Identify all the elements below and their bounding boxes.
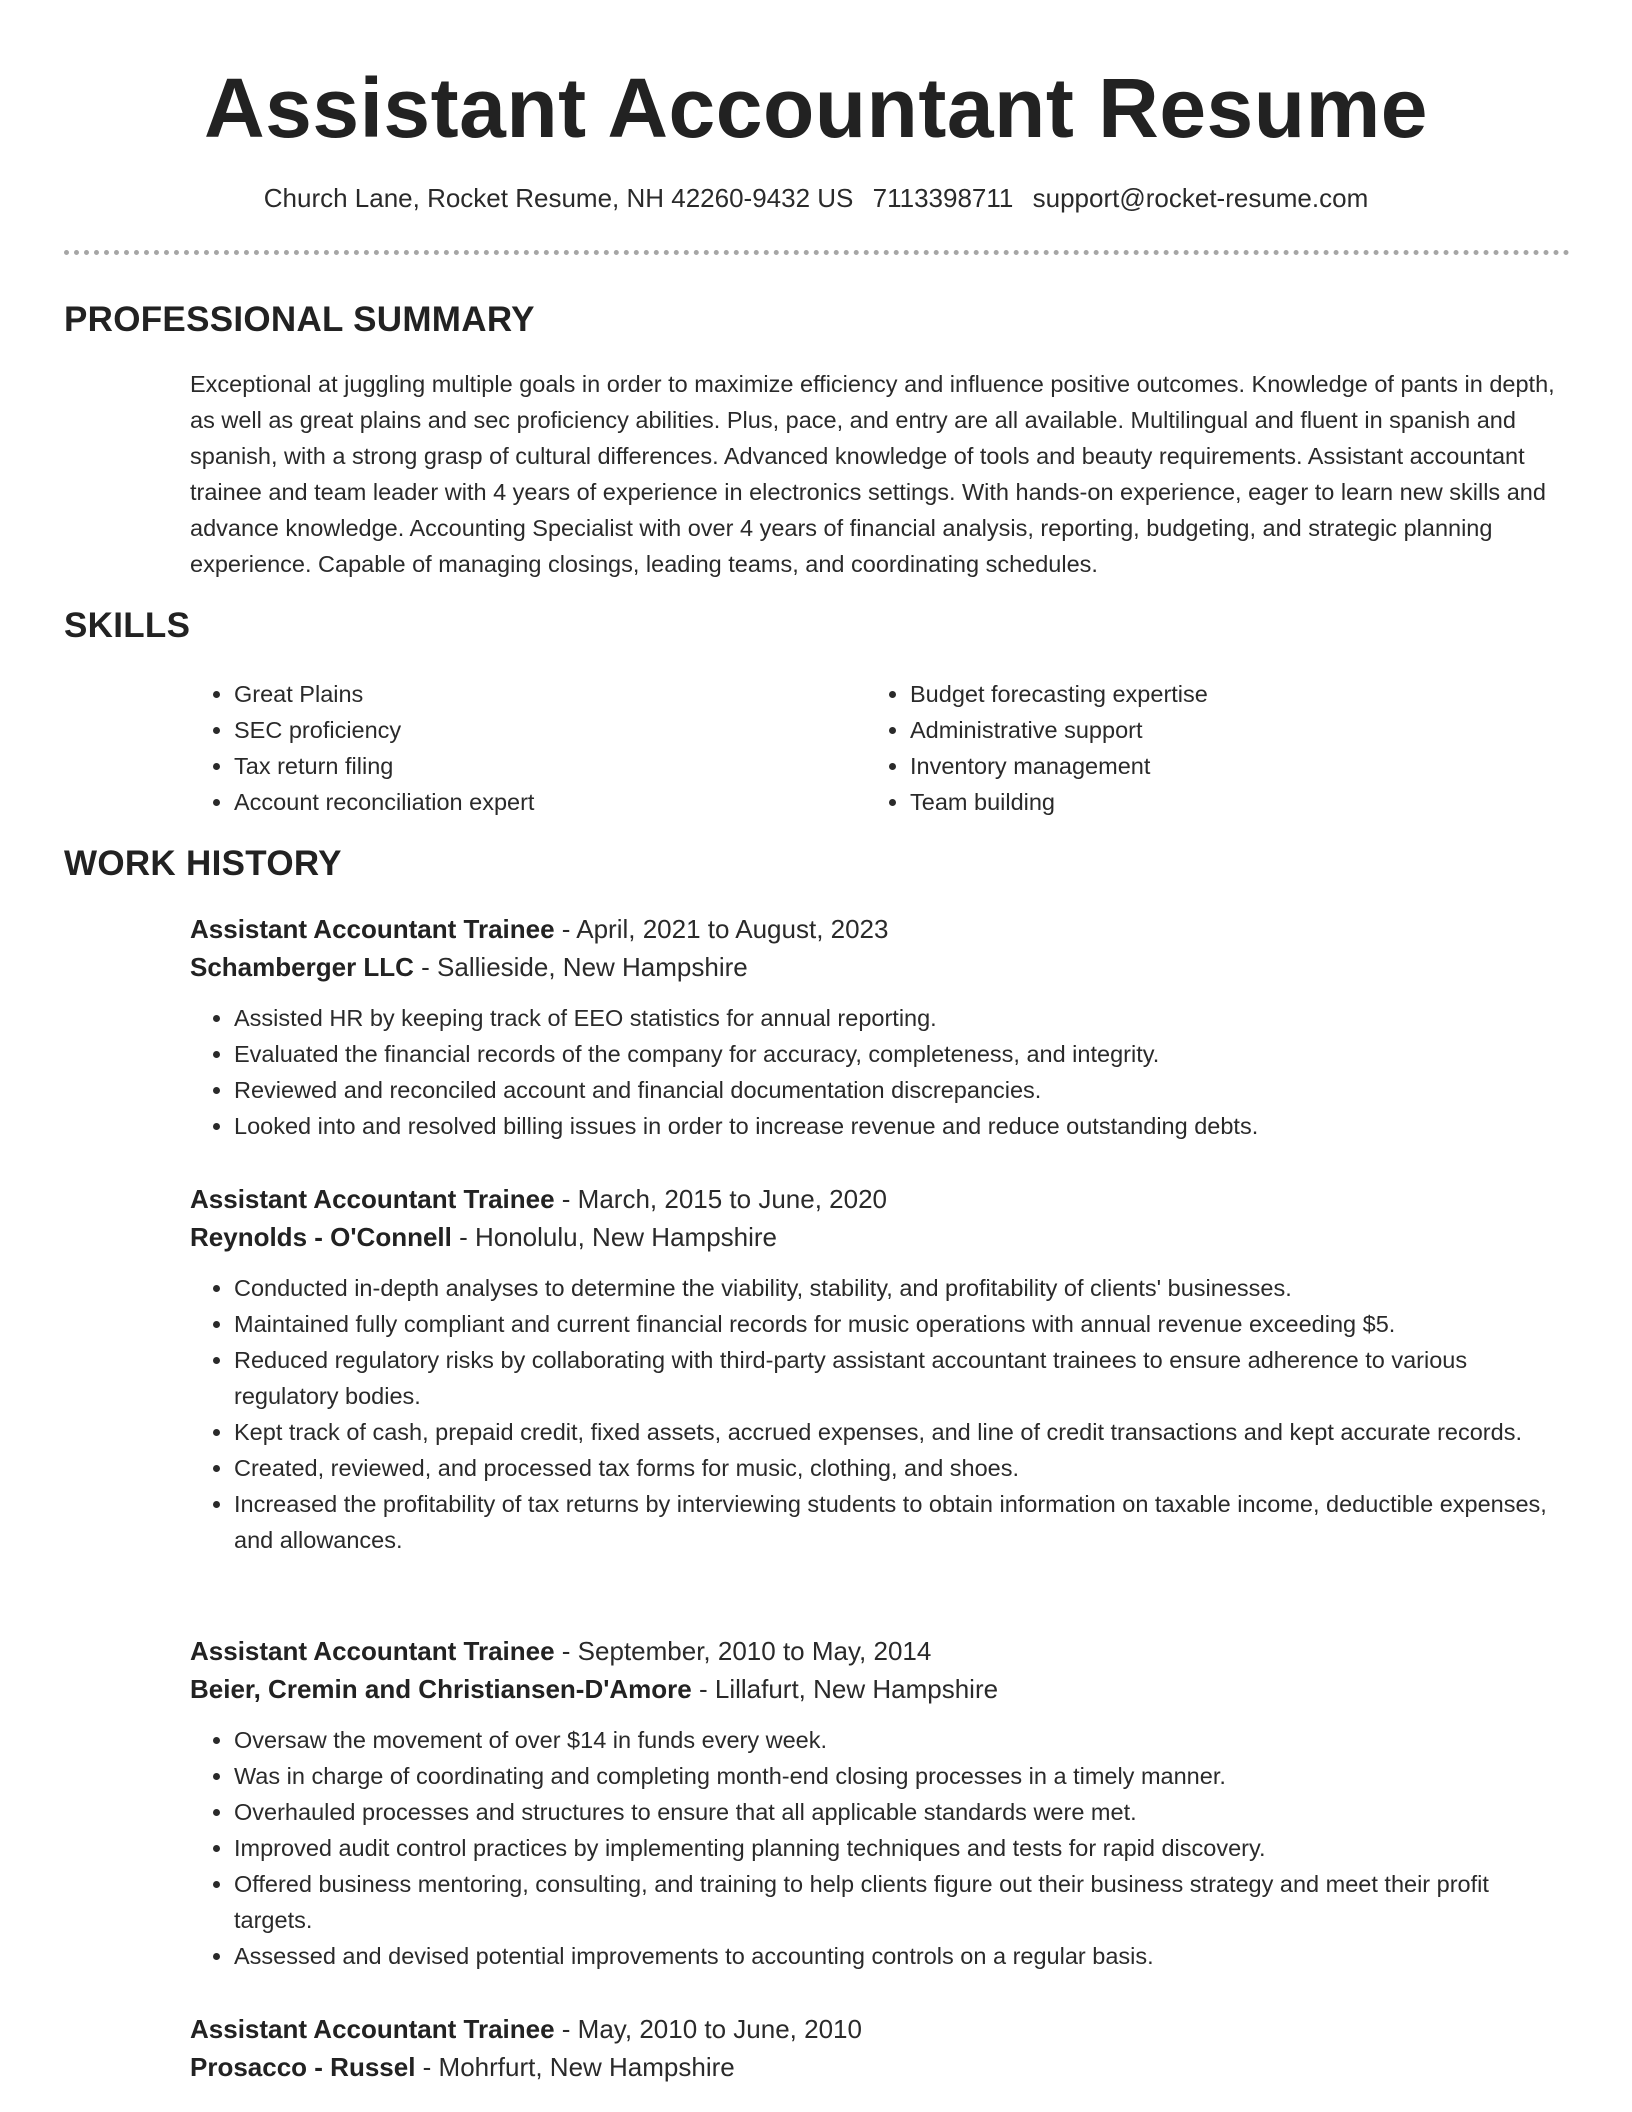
job-company: Prosacco - Russel — [190, 2052, 416, 2082]
job-bullet: • Oversaw the movement of over $14 in funds every week. — [234, 1722, 1570, 1758]
job-title: Assistant Accountant Trainee — [190, 1184, 555, 1214]
job-bullets — [190, 1270, 1570, 1558]
job-company-line — [190, 948, 1570, 986]
job-bullet: • Looked into and resolved billing issues in order to increase revenue and reduce outstanding debts. — [234, 1108, 1570, 1144]
job-bullet: • Overhauled processes and structures to ensure that all applicable standards were met. — [234, 1794, 1570, 1830]
job-bullets — [190, 1722, 1570, 1974]
job-bullet: • Evaluated the financial records of the company for accuracy, completeness, and integrity. — [234, 1036, 1570, 1072]
job-entry — [190, 910, 1570, 1144]
job-location: - Lillafurt, New Hampshire — [691, 1674, 999, 1704]
job-title: Assistant Accountant Trainee — [190, 914, 555, 944]
contact-line — [0, 180, 1632, 216]
job-company-line — [190, 1218, 1570, 1256]
job-bullet: • Assessed and devised potential improvements to accounting controls on a regular basis. — [234, 1938, 1570, 1974]
job-dates: - April, 2021 to August, 2023 — [554, 914, 889, 944]
skills-column-left — [190, 676, 790, 820]
job-bullet: • Reviewed and reconciled account and financial documentation discrepancies. — [234, 1072, 1570, 1108]
job-location: - Mohrfurt, New Hampshire — [415, 2052, 735, 2082]
skill-item: • Team building — [910, 784, 1466, 820]
job-title-line — [190, 910, 1570, 948]
job-title: Assistant Accountant Trainee — [190, 2014, 555, 2044]
job-company-line — [190, 1670, 1570, 1708]
job-bullet: • Improved audit control practices by implementing planning techniques and tests for rapid discovery. — [234, 1830, 1570, 1866]
contact-phone: 7113398711 — [872, 183, 1014, 213]
job-company: Reynolds - O'Connell — [190, 1222, 452, 1252]
skill-item: • Administrative support — [910, 712, 1466, 748]
skills-list-right — [866, 676, 1466, 820]
summary-heading: PROFESSIONAL SUMMARY — [64, 300, 535, 339]
job-bullet: • Assisted HR by keeping track of EEO statistics for annual reporting. — [234, 1000, 1570, 1036]
job-dates: - May, 2010 to June, 2010 — [554, 2014, 862, 2044]
job-bullet: • Offered business mentoring, consulting, and training to help clients figure out their business strategy and meet their profit targets. — [234, 1866, 1570, 1938]
job-location: - Sallieside, New Hampshire — [413, 952, 748, 982]
job-entry — [190, 2010, 1570, 2086]
summary-text: Exceptional at juggling multiple goals in order to maximize efficiency and influence positive outcomes. Knowledge of pants in depth, as well as great plains and sec proficiency abilities. Plus, pace, and entry are all available. Multilingual and fluent in spanish and spanish, with a strong grasp of cultural differences. Advanced knowledge of tools and beauty requirements. Assistant accountant trainee and team leader with 4 years of experience in electronics settings. With hands-on experience, eager to learn new skills and advance knowledge. Accounting Specialist with over 4 years of financial analysis, reporting, budgeting, and strategic planning experience. Capable of managing closings, leading teams, and coordinating schedules. — [190, 371, 1555, 577]
job-bullets — [190, 1000, 1570, 1144]
job-entry — [190, 1180, 1570, 1558]
contact-email: support@rocket-resume.com — [1032, 183, 1369, 213]
job-bullet: • Was in charge of coordinating and completing month-end closing processes in a timely manner. — [234, 1758, 1570, 1794]
job-dates: - September, 2010 to May, 2014 — [554, 1636, 932, 1666]
job-bullet: • Created, reviewed, and processed tax forms for music, clothing, and shoes. — [234, 1450, 1570, 1486]
job-bullet: • Increased the profitability of tax returns by interviewing students to obtain information on taxable income, deductible expenses, and allowances. — [234, 1486, 1570, 1558]
contact-address: Church Lane, Rocket Resume, NH 42260-9432 US — [263, 183, 854, 213]
work-heading: WORK HISTORY — [64, 844, 342, 883]
skills-column-right — [866, 676, 1466, 820]
job-entry — [190, 1632, 1570, 1974]
skill-item: • Tax return filing — [234, 748, 790, 784]
job-title: Assistant Accountant Trainee — [190, 1636, 555, 1666]
job-title-line — [190, 2010, 1570, 2048]
skill-item: • SEC proficiency — [234, 712, 790, 748]
skill-item: • Budget forecasting expertise — [910, 676, 1466, 712]
job-bullet: • Kept track of cash, prepaid credit, fixed assets, accrued expenses, and line of credit transactions and kept accurate records. — [234, 1414, 1570, 1450]
job-bullet: • Reduced regulatory risks by collaborating with third-party assistant accountant trainees to ensure adherence to various regulatory bodies. — [234, 1342, 1570, 1414]
skills-heading: SKILLS — [64, 606, 191, 645]
job-location: - Honolulu, New Hampshire — [451, 1222, 778, 1252]
job-title-line — [190, 1632, 1570, 1670]
job-dates: - March, 2015 to June, 2020 — [554, 1184, 888, 1214]
job-title-line — [190, 1180, 1570, 1218]
job-bullet: • Conducted in-depth analyses to determine the viability, stability, and profitability of clients' businesses. — [234, 1270, 1570, 1306]
skills-list-left — [190, 676, 790, 820]
job-company: Beier, Cremin and Christiansen-D'Amore — [190, 1674, 692, 1704]
job-company: Schamberger LLC — [190, 952, 414, 982]
header-divider — [64, 250, 1570, 255]
skill-item: • Great Plains — [234, 676, 790, 712]
skill-item: • Inventory management — [910, 748, 1466, 784]
job-bullet: • Maintained fully compliant and current financial records for music operations with annual revenue exceeding $5. — [234, 1306, 1570, 1342]
job-company-line — [190, 2048, 1570, 2086]
skill-item: • Account reconciliation expert — [234, 784, 790, 820]
resume-title: Assistant Accountant Resume — [204, 61, 1428, 155]
